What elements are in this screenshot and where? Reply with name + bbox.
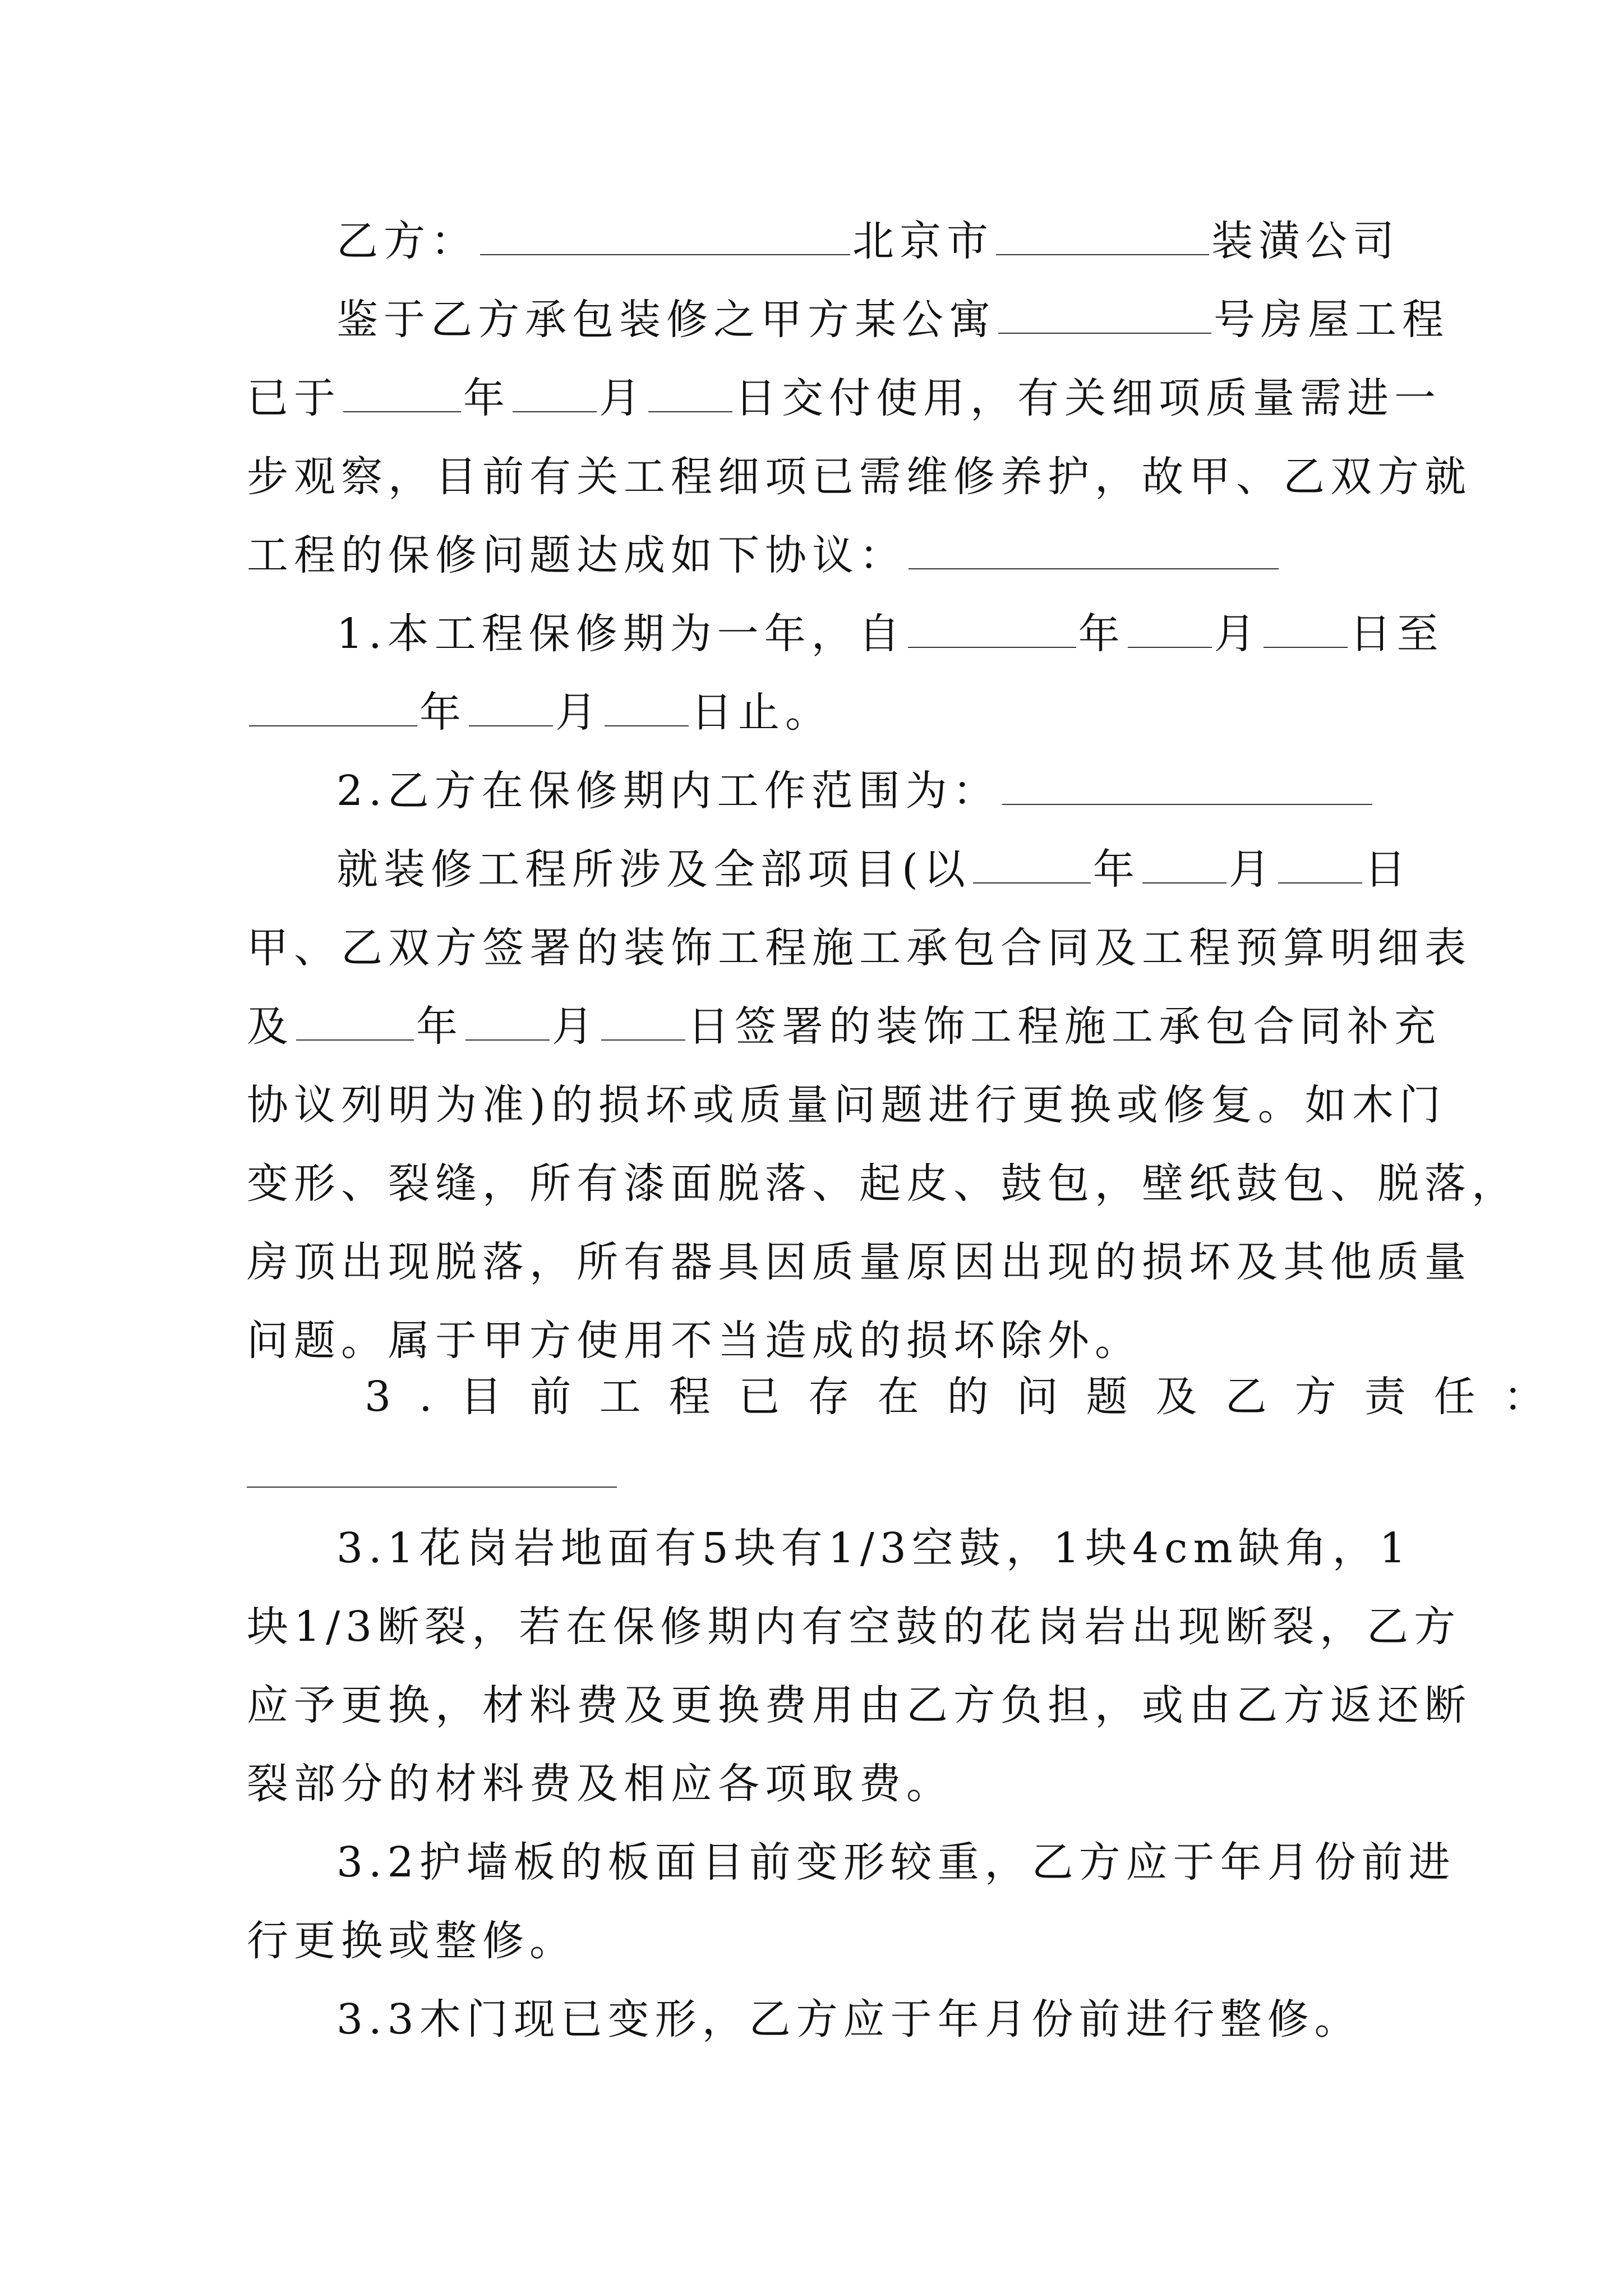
party-b-company: 装潢公司 <box>1211 217 1400 265</box>
scope-line-2: 甲、乙双方签署的装饰工程施工承包合同及工程预算明细表 <box>247 924 1472 972</box>
scope-line-6: 房顶出现脱落，所有器具因质量原因出现的损坏及其他质量 <box>247 1238 1472 1286</box>
month-label: 月 <box>599 374 646 422</box>
item-1-line-2 <box>247 684 1380 740</box>
item-3-heading: 3.目前工程已存在的问题及乙方责任： <box>365 1373 1573 1421</box>
blank-field[interactable] <box>996 217 1209 255</box>
intro-text: 鉴于乙方承包装修之甲方某公寓 <box>336 296 996 344</box>
scope-line-3 <box>247 999 1441 1055</box>
blank-field[interactable] <box>601 1002 685 1041</box>
blank-field[interactable] <box>343 374 461 412</box>
month-label: 月 <box>552 1002 599 1051</box>
scope-text: 就装修工程所涉及全部项目(以 <box>336 845 971 894</box>
item-2-line <box>336 763 1380 819</box>
item-3-1-line-3: 应予更换，材料费及更换费用由乙方负担，或由乙方返还断 <box>247 1681 1472 1729</box>
year-label: 年 <box>463 374 510 422</box>
blank-field[interactable] <box>480 217 850 255</box>
blank-field[interactable] <box>908 610 1076 648</box>
blank-field[interactable] <box>1264 610 1348 648</box>
item-3-1-line-4: 裂部分的材料费及相应各项取费。 <box>247 1760 953 1808</box>
intro-text: 已于 <box>247 374 341 422</box>
blank-field[interactable] <box>909 531 1279 569</box>
year-label: 年 <box>416 1002 463 1051</box>
month-label: 月 <box>1214 610 1261 658</box>
item-3-1-line-1: 3.1花岗岩地面有5块有1/3空鼓，1块4cm缺角，1 <box>336 1524 1412 1572</box>
year-label: 年 <box>1078 610 1126 658</box>
year-label: 年 <box>1092 845 1140 894</box>
scope-line-5: 变形、裂缝，所有漆面脱落、起皮、鼓包，壁纸鼓包、脱落， <box>247 1159 1519 1208</box>
intro-line-4 <box>247 527 1380 583</box>
blank-field[interactable] <box>1002 767 1372 805</box>
blank-field[interactable] <box>513 374 597 412</box>
intro-line-1 <box>336 292 1449 348</box>
blank-field[interactable] <box>469 688 553 726</box>
intro-text: 工程的保修问题达成如下协议： <box>247 531 906 579</box>
intro-text: 号房屋工程 <box>1214 296 1449 344</box>
item-text: 日至 <box>1349 610 1444 658</box>
blank-field[interactable] <box>296 1002 414 1041</box>
intro-text: 日交付使用，有关细项质量需进一 <box>735 374 1441 422</box>
item-text: 1.本工程保修期为一年，自 <box>336 610 906 658</box>
blank-field[interactable] <box>1142 845 1227 884</box>
scope-line-7: 问题。属于甲方使用不当造成的损坏除外。 <box>247 1317 1142 1365</box>
item-3-1-line-2: 块1/3断裂，若在保修期内有空鼓的花岗岩出现断裂，乙方 <box>247 1603 1461 1651</box>
scope-text: 及 <box>247 1002 294 1051</box>
blank-field[interactable] <box>973 845 1091 884</box>
blank-field[interactable] <box>465 1002 550 1041</box>
item-text: 2.乙方在保修期内工作范围为： <box>336 767 1000 815</box>
item-text: 日止。 <box>691 688 832 737</box>
scope-text: 日签署的装饰工程施工承包合同补充 <box>688 1002 1441 1051</box>
blank-field[interactable] <box>998 296 1211 334</box>
blank-field[interactable] <box>648 374 732 412</box>
scope-line-4: 协议列明为准)的损坏或质量问题进行更换或修复。如木门 <box>247 1081 1446 1129</box>
item-3-3-line: 3.3木门现已变形，乙方应于年月份前进行整修。 <box>336 1995 1362 2044</box>
intro-line-2 <box>247 370 1441 426</box>
month-label: 月 <box>1228 845 1276 894</box>
blank-field[interactable] <box>1278 845 1362 884</box>
party-b-line <box>336 213 1400 269</box>
party-b-city: 北京市 <box>852 217 994 265</box>
blank-field[interactable] <box>249 688 417 726</box>
blank-field[interactable] <box>247 1487 617 1488</box>
item-3-2-line-2: 行更换或整修。 <box>247 1917 577 1965</box>
item-3-2-line-1: 3.2护墙板的板面目前变形较重，乙方应于年月份前进 <box>336 1838 1456 1887</box>
blank-field[interactable] <box>605 688 689 726</box>
blank-field[interactable] <box>1128 610 1212 648</box>
scope-line-1 <box>336 841 1412 898</box>
month-label: 月 <box>555 688 602 737</box>
scope-text: 日 <box>1364 845 1412 894</box>
intro-line-3: 步观察，目前有关工程细项已需维修养护，故甲、乙双方就 <box>247 453 1472 501</box>
year-label: 年 <box>419 688 467 737</box>
party-b-label: 乙方： <box>336 217 478 265</box>
item-1-line-1 <box>336 606 1444 662</box>
